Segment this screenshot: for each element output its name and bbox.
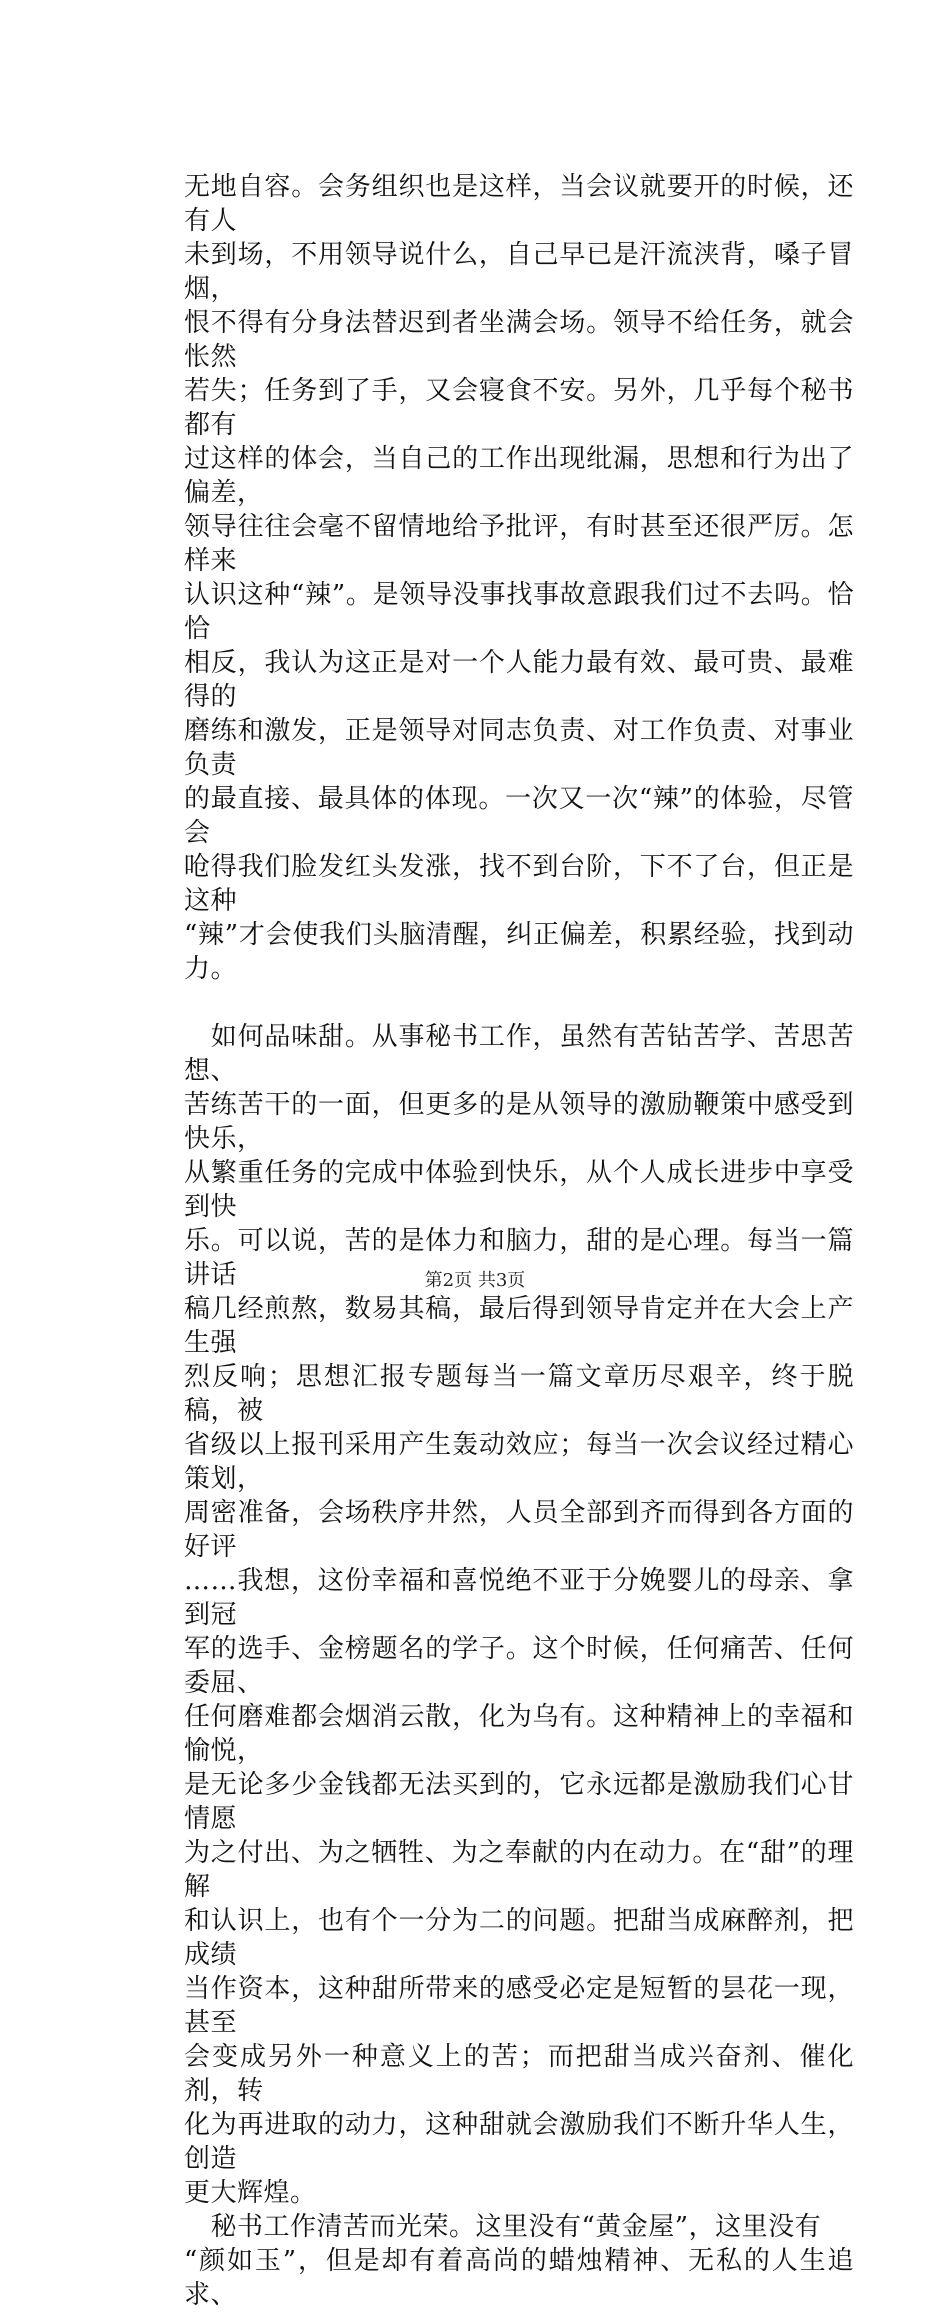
text-line: 秘书工作清苦而光荣。这里没有“黄金屋”，这里没有 [184, 2212, 822, 2242]
text-line: 呛得我们脸发红头发涨，找不到台阶，下不了台，但正是这种 [184, 852, 854, 916]
text-line: 化为再进取的动力，这种甜就会激励我们不断升华人生，创造 [184, 2110, 854, 2174]
text-line: 若失；任务到了手，又会寝食不安。另外，几乎每个秘书都有 [184, 376, 854, 440]
text-line: 无地自容。会务组织也是这样，当会议就要开的时候，还有人 [184, 172, 854, 236]
text-line: 为之付出、为之牺牲、为之奉献的内在动力。在“甜”的理解 [184, 1838, 854, 1902]
paragraph-gap [184, 986, 854, 1020]
text-line: “辣”才会使我们头脑清醒，纠正偏差，积累经验，找到动力。 [184, 920, 854, 984]
text-line: 未到场，不用领导说什么，自己早已是汗流浃背，嗓子冒烟， [184, 240, 854, 304]
text-line: ……我想，这份幸福和喜悦绝不亚于分娩婴儿的母亲、拿到冠 [184, 1566, 854, 1630]
text-line: 恨不得有分身法替迟到者坐满会场。领导不给任务，就会怅然 [184, 308, 854, 372]
text-line: “颜如玉”，但是却有着高尚的蜡烛精神、无私的人生追求、 [184, 2246, 854, 2310]
text-line: 是无论多少金钱都无法买到的，它永远都是激励我们心甘情愿 [184, 1770, 854, 1834]
text-line: 烈反响；思想汇报专题每当一篇文章历尽艰辛，终于脱稿，被 [184, 1362, 854, 1426]
text-line: 从繁重任务的完成中体验到快乐，从个人成长进步中享受到快 [184, 1158, 854, 1222]
text-line: 的最直接、最具体的体现。一次又一次“辣”的体验，尽管会 [184, 784, 854, 848]
paragraph-glory [184, 2210, 854, 2312]
text-line: 任何磨难都会烟消云散，化为乌有。这种精神上的幸福和愉悦， [184, 1702, 854, 1766]
document-body [184, 170, 854, 2312]
text-line: 和认识上，也有个一分为二的问题。把甜当成麻醉剂，把成绩 [184, 1906, 854, 1970]
text-line: 过这样的体会，当自己的工作出现纰漏，思想和行为出了偏差， [184, 444, 854, 508]
text-line: 会变成另外一种意义上的苦；而把甜当成兴奋剂、催化剂，转 [184, 2042, 854, 2106]
paragraph-spicy [184, 170, 854, 986]
text-line: 领导往往会毫不留情地给予批评，有时甚至还很严厉。怎样来 [184, 512, 854, 576]
text-line: 更大辉煌。 [184, 2178, 317, 2208]
text-line: 相反，我认为这正是对一个人能力最有效、最可贵、最难得的 [184, 648, 854, 712]
paragraph-sweet [184, 1020, 854, 2210]
text-line: 当作资本，这种甜所带来的感受必定是短暂的昙花一现，甚至 [184, 1974, 854, 2038]
text-line: 磨练和激发，正是领导对同志负责、对工作负责、对事业负责 [184, 716, 854, 780]
text-line: 苦练苦干的一面，但更多的是从领导的激励鞭策中感受到快乐， [184, 1090, 854, 1154]
text-line: 认识这种“辣”。是领导没事找事故意跟我们过不去吗。恰恰 [184, 580, 854, 644]
text-line: 乐。可以说，苦的是体力和脑力，甜的是心理。每当一篇讲话 [184, 1226, 854, 1290]
text-line: 周密准备，会场秩序井然，人员全部到齐而得到各方面的好评 [184, 1498, 854, 1562]
text-line: 军的选手、金榜题名的学子。这个时候，任何痛苦、任何委屈、 [184, 1634, 854, 1698]
text-line: 如何品味甜。从事秘书工作，虽然有苦钻苦学、苦思苦想、 [184, 1022, 854, 1086]
text-line: 省级以上报刊采用产生轰动效应；每当一次会议经过精心策划， [184, 1430, 854, 1494]
page-number-footer: 第2页 共3页 [424, 1270, 526, 1291]
text-line: 稿几经煎熬，数易其稿，最后得到领导肯定并在大会上产生强 [184, 1294, 854, 1358]
